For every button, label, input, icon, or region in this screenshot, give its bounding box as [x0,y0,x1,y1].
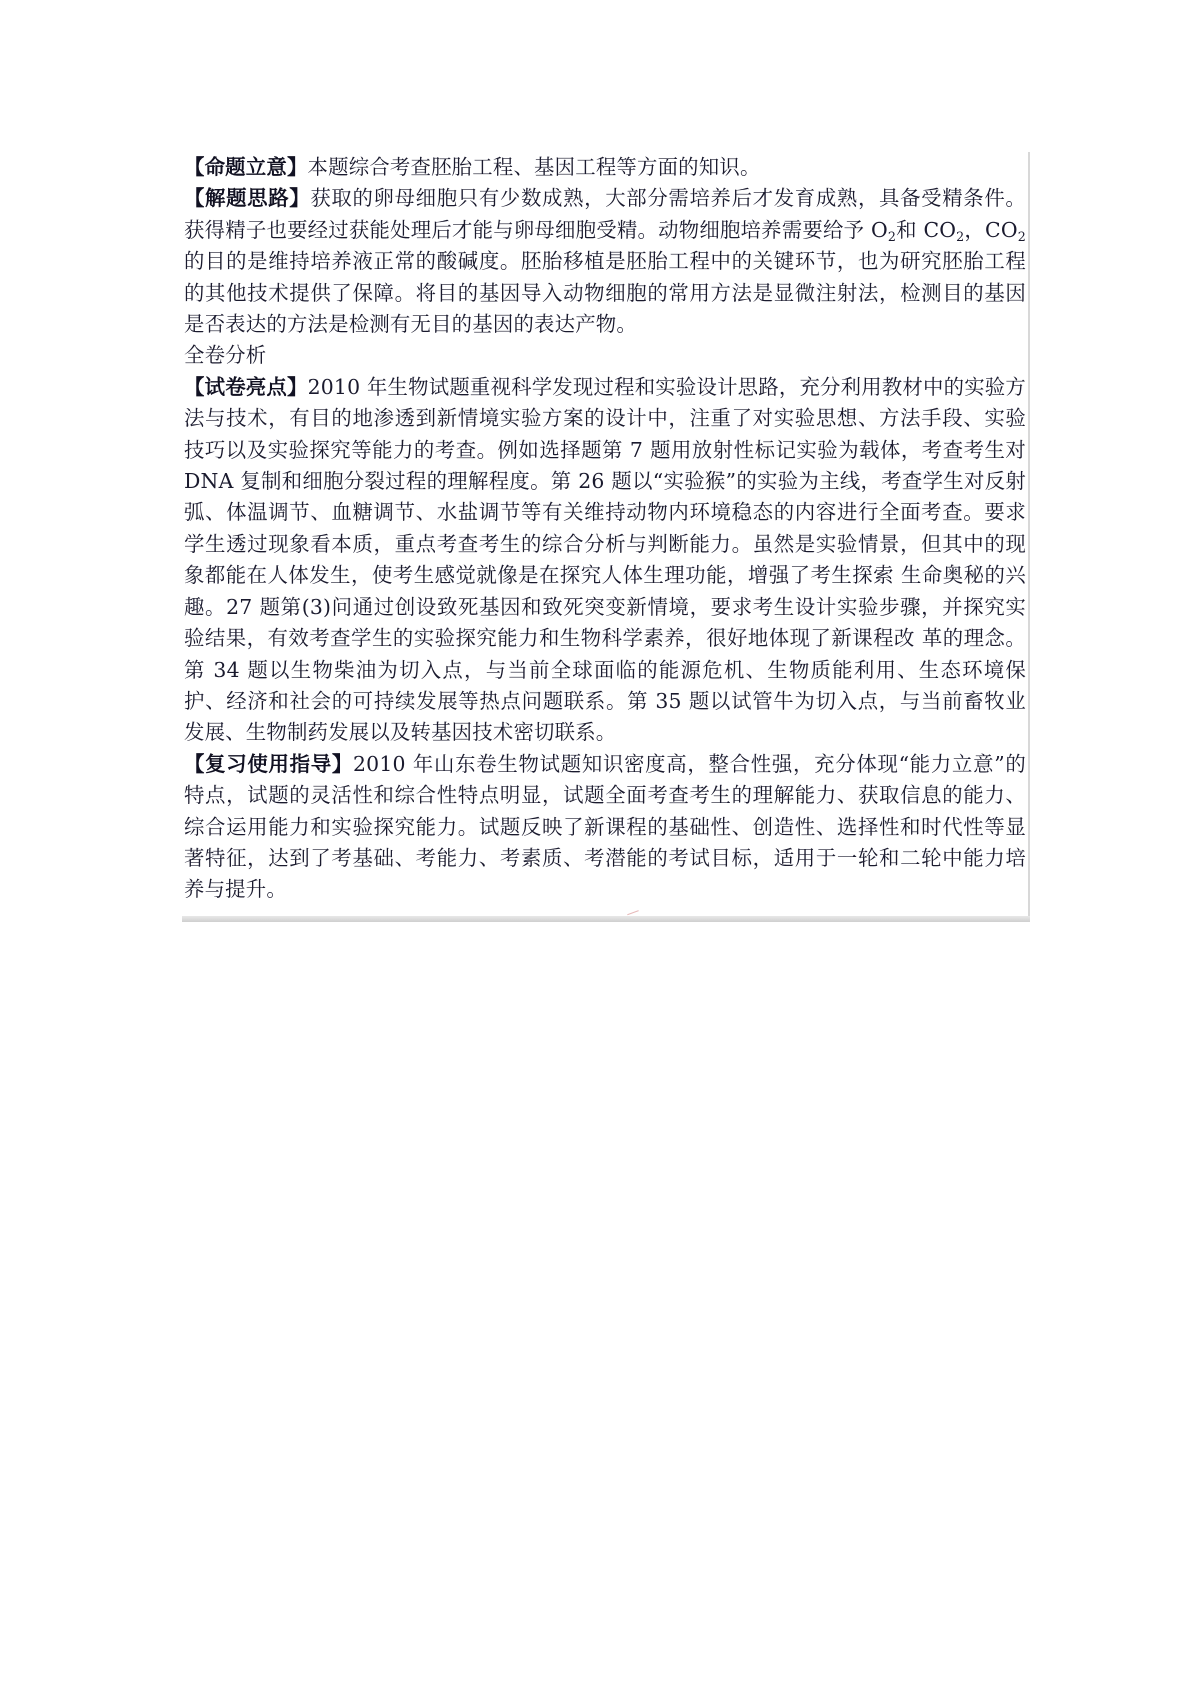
paragraph-highlights-text: 2010 年生物试题重视科学发现过程和实验设计思路，充分利用教材中的实验方法与技术，有目的地渗透到新情境实验方案的设计中，注重了对实验思想、方法手段、实验技巧以及实验探究等能力的考查。例如选择题第 7 题用放射性标记实验为载体，考查考生对 DNA 复制和细胞分裂过程的理解程度。第 26 题以“实验猴”的实验为主线，考查学生对反射弧、体温调节、血糖调节、水盐调节等有关维持动物内环境稳态的内容进行全面考查。要求学生透过现象看本质，重点考查考生的综合分析与判断能力。虽然是实验情景，但其中的现象都能在人体发生，使考生感觉就像是在探究人体生理功能，增强了考生探索 生命奥秘的兴趣。27 题第(3)问通过创设致死基因和致死突变新情境，要求考生设计实验步骤，并探究实验结果，有效考查学生的实验探究能力和生物科学素养，很好地体现了新课程改 革的理念。第 34 题以生物柴油为切入点，与当前全球面临的能源危机、生物质能利用、生态环境保护、经济和社会的可持续发展等热点问题联系。第 35 题以试管牛为切入点，与当前畜牧业发展、生物制药发展以及转基因技术密切联系。 [184,374,1026,745]
paragraph-review-guidance [184,749,1026,906]
solution-text-part-b: 和 CO [896,217,957,242]
o2-subscript: 2 [887,228,897,244]
section-tag-solution-approach: 【解题思路】 [184,186,311,211]
document-body [184,152,1026,906]
co2-subscript: 2 [956,228,965,244]
solution-text-part-d: 的目的是维持培养液正常的酸碱度。胚胎移植是胚胎工程中的关键环节，也为研究胚胎工程的其他技术提供了保障。将目的基因导入动物细胞的常用方法是显微注射法，检测目的基因是否表达的方法是检测有无目的基因的表达产物。 [184,249,1026,337]
co2-subscript-second: 2 [1017,228,1026,244]
section-tag-review-guidance: 【复习使用指导】 [184,751,353,776]
solution-text-part-a: 获取的卵母细胞只有少数成熟，大部分需培养后才发育成熟，具备受精条件。获得精子也要经过获能处理后才能与卵母细胞受精。动物细胞培养需要给予 O [184,186,1027,242]
section-tag-intent: 【命题立意】 [184,155,308,179]
section-heading-full-analysis: 全卷分析 [184,343,267,368]
paragraph-solution-approach [184,183,1026,340]
paragraph-intent [184,152,1026,183]
paragraph-review-guidance-text: 2010 年山东卷生物试题知识密度高，整合性强，充分体现“能力立意”的特点，试题的灵活性和综合性特点明显，试题全面考查考生的理解能力、获取信息的能力、综合运用能力和实验探究能力。试题反映了新课程的基础性、创造性、选择性和时代性等显著特征，达到了考基础、考能力、考素质、考潜能的考试目标，适用于一轮和二轮中能力培养与提升。 [184,751,1026,902]
paragraph-intent-text: 本题综合考查胚胎工程、基因工程等方面的知识。 [307,155,761,179]
solution-text-part-c: ，CO [964,217,1018,242]
scanned-page-image [182,152,1030,922]
paragraph-highlights [184,372,1026,749]
section-tag-highlights: 【试卷亮点】 [184,374,308,399]
